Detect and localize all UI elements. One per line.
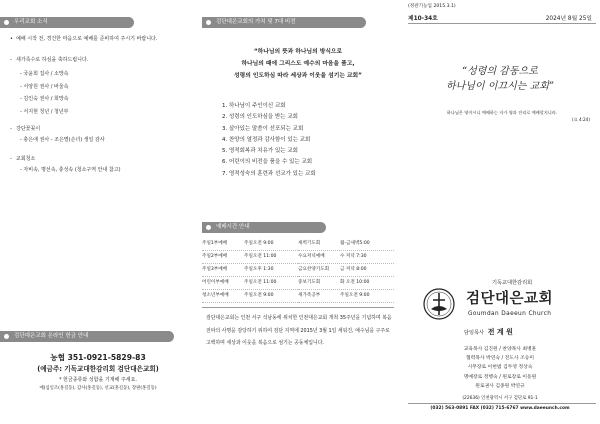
divider	[202, 307, 394, 308]
header-bullet-icon	[206, 20, 211, 25]
worship-name: 주일1부예배	[202, 241, 228, 246]
offering-content	[0, 352, 196, 392]
bible-verse	[412, 110, 592, 116]
notice-header	[0, 17, 134, 28]
worship-table	[202, 238, 394, 303]
member-name: 국윤희 집사 / 소망속	[23, 71, 69, 77]
middle-panel	[202, 0, 394, 424]
worship-name: 중보기도회	[298, 280, 321, 285]
staff-line: 원로권사 김종원 박연규	[475, 383, 525, 389]
staff-list	[400, 345, 600, 391]
church-motto	[202, 46, 394, 82]
worship-time: 월-금새벽5:00	[340, 241, 370, 246]
theme-line: “성령의 감동으로	[462, 66, 538, 77]
cleaning-title-text: 교회청소	[16, 156, 36, 162]
flower-title: - 강단꽃꽂이	[10, 126, 41, 132]
worship-header	[202, 222, 326, 233]
worship-name: 청소년부예배	[202, 293, 229, 298]
new-members-title-text: 새가족수로 하심을 축하드립니다.	[16, 57, 89, 63]
pastor-label: 담임목사	[464, 330, 485, 336]
table-row	[202, 277, 298, 290]
worship-time: 주일오후 1:30	[244, 267, 274, 272]
vision-header	[202, 17, 366, 28]
table-row	[202, 264, 298, 277]
header-bullet-icon	[206, 225, 211, 230]
vision-item: 6. 어린이의 비전을 품을 수 있는 교회	[222, 159, 313, 166]
issue-number: 제10-34호	[408, 16, 438, 22]
cleaning-title: - 교회청소	[10, 156, 36, 162]
new-members-title: - 새가족수로 하심을 축하드립니다.	[10, 57, 89, 63]
verse-text: 하나님은 영이시니 예배하는 자가 영과 진리로 예배할지니라.	[446, 110, 558, 115]
notice-intro: • 예배 시작 전, 경건한 마음으로 예배를 준비하여 주시기 바랍니다.	[10, 36, 158, 42]
account-holder: (예금주: 기독교대한감리회 검단대은교회)	[37, 365, 159, 373]
worship-time: 주일오전 9:00	[244, 241, 274, 246]
header-bullet-icon	[4, 20, 9, 25]
pastor-line	[464, 327, 513, 337]
vision-item: 1. 하나님이 주인이신 교회	[222, 103, 286, 109]
staff-line: 명예장로 정행숙 / 원로장로 이동원	[463, 374, 537, 380]
list-item: - 김인숙 권사 / 희망속	[20, 96, 69, 102]
divider	[408, 403, 596, 404]
worship-time: 주일오전 9:00	[244, 293, 274, 298]
verse-reference: (요 4:24)	[571, 117, 590, 122]
worship-time: 화 오전 10:00	[340, 280, 370, 285]
worship-name: 금요찬양기도회	[298, 267, 330, 272]
worship-time: 주일오전 11:00	[244, 280, 277, 285]
vision-item: 3. 살아있는 말씀이 선포되는 교회	[222, 125, 304, 132]
bulletin-date: 2024년 8월 25일	[545, 16, 592, 22]
member-name: 김인숙 권사 / 희망속	[23, 96, 69, 102]
denomination: 기독교대한감리회	[492, 280, 533, 286]
worship-time: 주일오전 11:00	[244, 254, 277, 259]
staff-line: 교육목사 김진원 / 찬양목사 최병훈	[463, 347, 537, 352]
table-row	[298, 238, 394, 251]
table-row	[202, 238, 298, 251]
bank-account: 농협 351-0921-5829-83	[50, 353, 146, 362]
vision-item: 5. 영적회복과 치유가 있는 교회	[222, 148, 298, 155]
vision-item: 7. 영적성숙의 훈련과 선교가 있는 교회	[222, 170, 316, 177]
motto-line: 하나님의 때에 그리스도 예수의 마음을 품고,	[241, 61, 355, 67]
registration-info: (정관기능입 2015.3.1)	[408, 4, 456, 9]
worship-name: 주일2부예배	[202, 254, 228, 259]
worship-name: 새가족공부	[298, 293, 321, 298]
theme-line: 하나님이 이끄시는 교회”	[445, 81, 555, 92]
table-row	[298, 264, 394, 277]
vision-list	[222, 101, 392, 180]
staff-line: 협력목사 박연숙 / 전도사 조승미	[466, 356, 534, 362]
notice-intro-text: 예배 시작 전, 경건한 마음으로 예배를 준비하여 주시기 바랍니다.	[16, 36, 158, 42]
church-name-english: Goumdan Daeeun Church	[468, 311, 552, 317]
worship-sunday-list	[202, 238, 298, 303]
church-introduction: 검단대은교회는 인천 서구 석남동에 위치한 인천대은교회 개척 35주년을 기념하며 복음전파의 사명을 감당하기 위하여 검단 지역에 2015년 3월 1일 세워진, 예수님을 구주로 고백하며 세상과 이웃을 복음으로 섬기는 공동체입니다.	[206, 315, 392, 347]
notice-content	[10, 36, 190, 174]
table-row	[298, 251, 394, 264]
worship-header-text: 예배시간 안내	[216, 224, 250, 230]
cleaning-item: - 자비속, 명선속, 충성속 (청소구역 안내 참고)	[20, 167, 121, 173]
member-name: 서양원 권사 / 바울속	[23, 83, 69, 90]
worship-name: 어린이부예배	[202, 280, 229, 285]
church-contact: (032) 563-0891 FAX (032) 715-6767 www.daeeunch.com	[430, 406, 570, 411]
list-item: - 국윤희 집사 / 소망속	[20, 71, 69, 77]
theme-slogan	[400, 64, 600, 94]
offering-examples: 예)십일조(홍길동), 감사(홍길동), 선교(홍길동), 장판(홍길동)	[39, 386, 157, 391]
pastor-name: 전 계 원	[487, 328, 513, 336]
table-row	[298, 277, 394, 290]
offering-header	[0, 331, 174, 342]
right-panel	[400, 0, 600, 424]
table-row	[298, 290, 394, 303]
cleaning-item-text: 자비속, 명선속, 충성속 (청소구역 안내 참고)	[23, 167, 121, 173]
church-address: (22636) 인천광역시 서구 검단로 91-1	[462, 396, 538, 401]
staff-line: 시무장로 이헌범 김두영 정상숙	[467, 365, 533, 371]
church-logo	[422, 287, 456, 321]
offering-header-text: 검단대은교회 온라인 헌금 안내	[14, 333, 89, 339]
worship-weekday-list	[298, 238, 394, 303]
member-name: 서지현 청년 / 청년부	[23, 108, 69, 115]
divider	[408, 23, 596, 24]
offering-note: * 헌금종류와 성함을 기재해 주세요.	[58, 377, 138, 383]
vision-header-text: 검단대은교회의 가치 및 7대 비전	[216, 19, 296, 25]
vision-item: 2. 성령의 인도하심을 받는 교회	[222, 114, 298, 121]
list-item: - 서양원 권사 / 바울속	[20, 83, 69, 90]
church-name: 검단대은교회	[466, 291, 554, 307]
worship-name: 주일3부예배	[202, 267, 228, 272]
flower-title-text: 강단꽃꽂이	[16, 126, 41, 132]
motto-line: 성령의 인도하심 따라 세상과 이웃을 섬기는 교회”	[234, 73, 362, 79]
table-row	[202, 290, 298, 303]
vision-item: 4. 찬양의 열정과 감사함이 있는 교회	[222, 136, 311, 143]
notice-header-text: 우리교회 소식	[14, 19, 48, 25]
table-row	[202, 251, 298, 264]
flower-item: - 충은애 권사 - 조은별(손녀) 생일 감사	[20, 137, 105, 143]
worship-name: 수요저녁예배	[298, 254, 325, 259]
cross-flame-logo-icon	[422, 287, 456, 321]
left-panel	[0, 0, 196, 424]
header-bullet-icon	[4, 334, 9, 339]
worship-time: 금 저녁 8:00	[340, 267, 367, 272]
motto-line: “하나님의 뜻과 하나님의 방식으로	[253, 49, 343, 55]
list-item: - 서지현 청년 / 청년부	[20, 108, 69, 115]
worship-time: 주일오전 9:00	[340, 293, 370, 298]
flower-item-text: 충은애 권사 - 조은별(손녀) 생일 감사	[23, 137, 105, 143]
worship-time: 수 저녁 7:30	[340, 254, 367, 259]
new-members-list	[20, 68, 190, 118]
worship-name: 새벽기도회	[298, 241, 321, 246]
